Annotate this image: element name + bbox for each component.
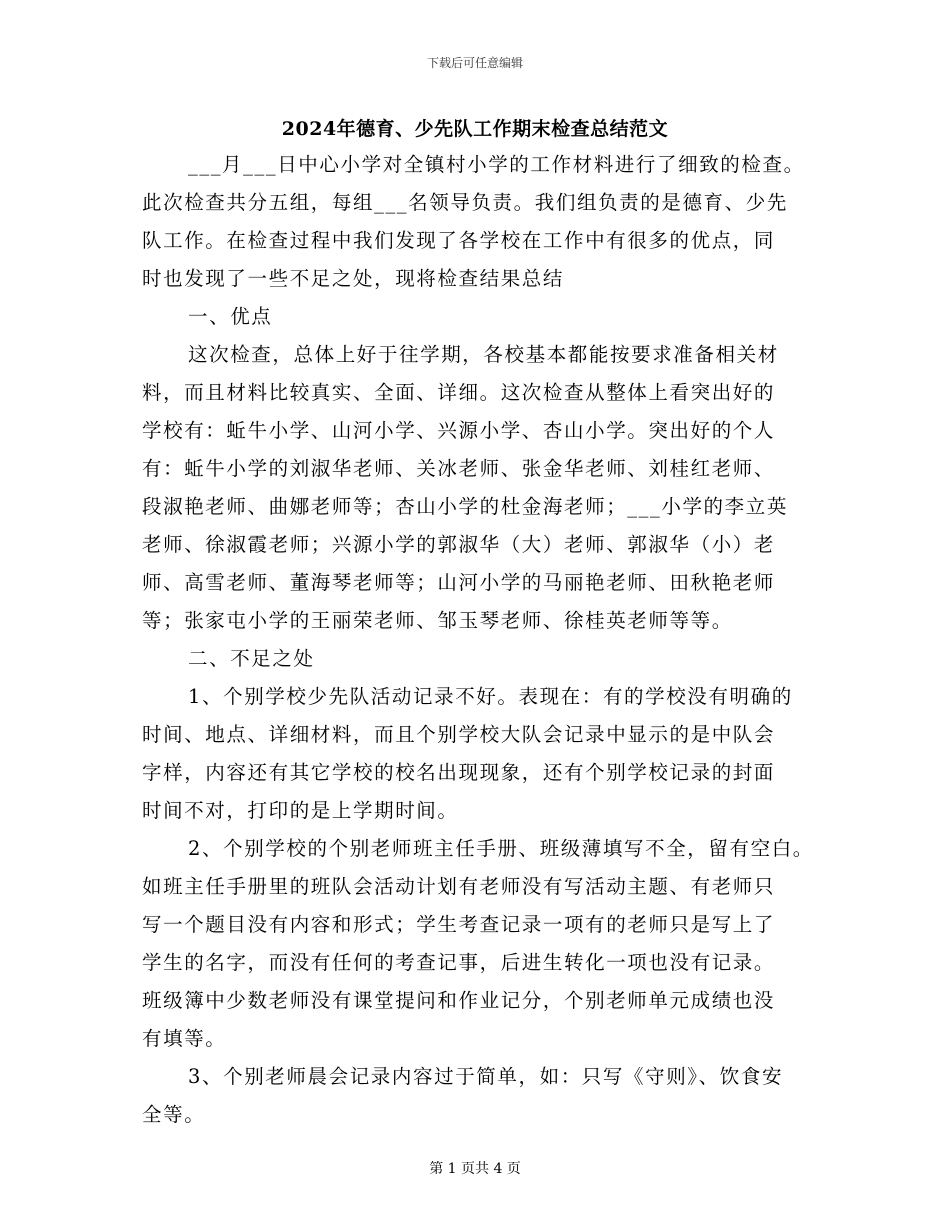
body-line: 如班主任手册里的班队会活动计划有老师没有写活动主题、有老师只 <box>142 875 776 898</box>
body-line: 学生的名字，而没有任何的考查记事，后进生转化一项也没有记录。 <box>142 951 776 974</box>
body-line: 师、高雪老师、董海琴老师等；山河小学的马丽艳老师、田秋艳老师 <box>142 571 776 594</box>
body-line: 段淑艳老师、曲娜老师等；杏山小学的杜金海老师；___小学的李立英 <box>142 495 788 518</box>
body-line: 料，而且材料比较真实、全面、详细。这次检查从整体上看突出好的 <box>142 381 776 404</box>
body-line: 班级簿中少数老师没有课堂提问和作业记分，个别老师单元成绩也没 <box>142 989 776 1012</box>
body-line: 老师、徐淑霞老师；兴源小学的郭淑华（大）老师、郭淑华（小）老 <box>142 533 776 556</box>
body-line: 时间、地点、详细材料，而且个别学校大队会记录中显示的是中队会 <box>142 723 776 746</box>
body-line: 有填等。 <box>142 1027 227 1050</box>
section-heading: 二、不足之处 <box>188 647 315 670</box>
page-number-footer: 第 1 页共 4 页 <box>429 1161 521 1177</box>
body-line: 2、个别学校的个别老师班主任手册、班级薄填写不全，留有空白。 <box>188 837 814 860</box>
body-line: 1、个别学校少先队活动记录不好。表现在：有的学校没有明确的 <box>188 685 793 708</box>
body-line: 全等。 <box>142 1103 206 1126</box>
body-line: ___月___日中心小学对全镇村小学的工作材料进行了细致的检查。 <box>188 153 805 176</box>
body-line: 此次检查共分五组，每组___名领导负责。我们组负责的是德育、少先 <box>142 191 788 214</box>
body-line: 有：蚯牛小学的刘淑华老师、关冰老师、张金华老师、刘桂红老师、 <box>142 457 776 480</box>
body-line: 时间不对，打印的是上学期时间。 <box>142 799 459 822</box>
document-body <box>142 146 812 1134</box>
body-line: 等；张家屯小学的王丽荣老师、邹玉琴老师、徐桂英老师等等。 <box>142 609 733 632</box>
body-line: 队工作。在检查过程中我们发现了各学校在工作中有很多的优点，同 <box>142 229 776 252</box>
body-line: 字样，内容还有其它学校的校名出现现象，还有个别学校记录的封面 <box>142 761 776 784</box>
section-heading: 一、优点 <box>188 305 273 328</box>
body-line: 3、个别老师晨会记录内容过于简单，如：只写《守则》、饮食安 <box>188 1065 784 1088</box>
header-note: 下载后可任意编辑 <box>426 56 523 70</box>
body-line: 这次检查，总体上好于往学期，各校基本都能按要求准备相关材 <box>188 343 779 366</box>
body-line: 学校有：蚯牛小学、山河小学、兴源小学、杏山小学。突出好的个人 <box>142 419 776 442</box>
body-line: 时也发现了一些不足之处，现将检查结果总结 <box>142 267 565 290</box>
body-line: 写一个题目没有内容和形式；学生考查记录一项有的老师只是写上了 <box>142 913 776 936</box>
document-title: 2024年德育、少先队工作期末检查总结范文 <box>281 118 669 140</box>
